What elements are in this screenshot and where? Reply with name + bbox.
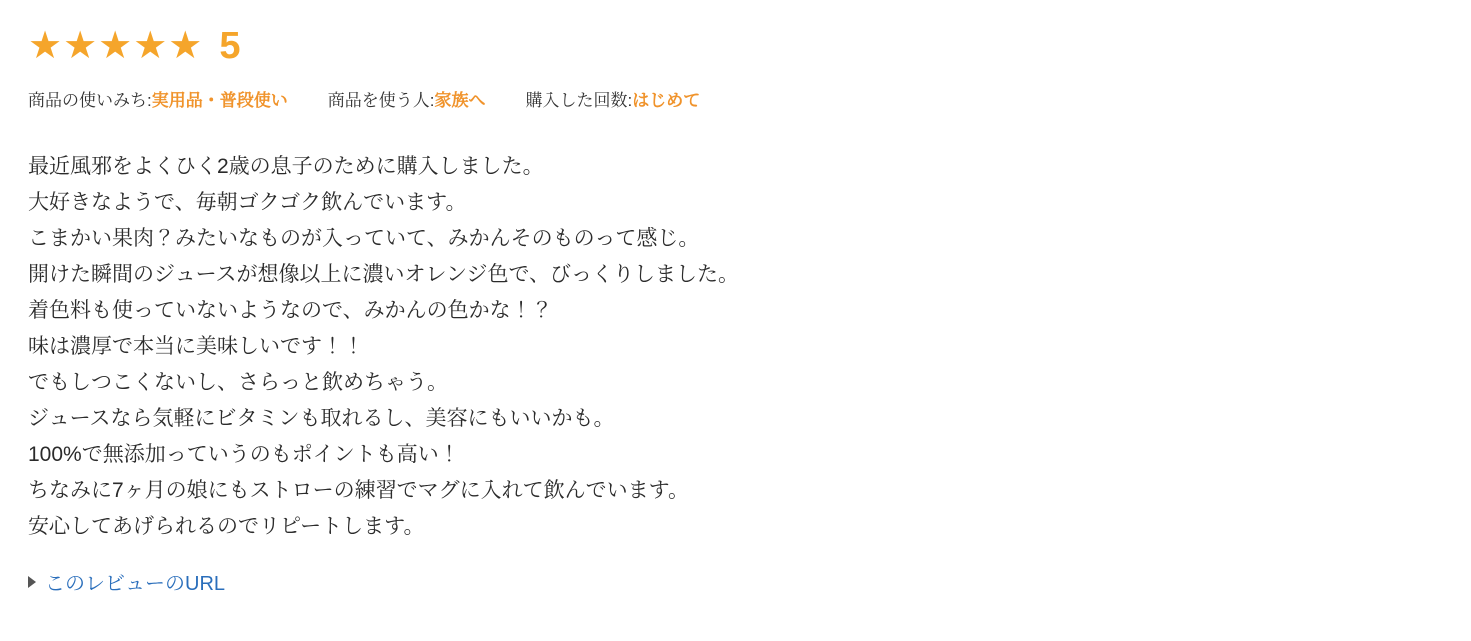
star-rating-icon: ★★★★★ bbox=[28, 25, 204, 67]
review-body-line: ちなみに7ヶ月の娘にもストローの練習でマグに入れて飲んでいます。 bbox=[28, 479, 689, 502]
review-meta bbox=[28, 86, 1443, 111]
meta-item-usage bbox=[28, 86, 288, 111]
review-body-line: 開けた瞬間のジュースが想像以上に濃いオレンジ色で、びっくりしました。 bbox=[28, 263, 740, 286]
review-body-line: こまかい果肉？みたいなものが入っていて、みかんそのものって感じ。 bbox=[28, 227, 700, 250]
triangle-right-icon bbox=[28, 576, 36, 588]
review-body-line: ジュースなら気軽にビタミンも取れるし、美容にもいいかも。 bbox=[28, 407, 615, 430]
meta-label-user: 商品を使う人: bbox=[327, 91, 435, 110]
meta-label-usage: 商品の使いみち: bbox=[28, 91, 152, 110]
review-body-line: でもしつこくないし、さらっと飲めちゃう。 bbox=[28, 371, 448, 394]
review-body-line: 100%で無添加っていうのもポイントも高い！ bbox=[28, 443, 460, 466]
review-body bbox=[28, 149, 1443, 545]
meta-item-user bbox=[328, 86, 486, 111]
rating-value: 5 bbox=[219, 25, 241, 67]
review-body-line: 最近風邪をよくひく2歳の息子のために購入しました。 bbox=[28, 155, 544, 178]
review-body-line: 着色料も使っていないようなので、みかんの色かな！？ bbox=[28, 299, 553, 322]
meta-value-user: 家族へ bbox=[434, 91, 486, 110]
review-url-link[interactable]: このレビューのURL bbox=[45, 573, 226, 595]
review-url-row[interactable] bbox=[28, 567, 1443, 596]
review-body-line: 安心してあげられるのでリピートします。 bbox=[28, 515, 425, 538]
meta-item-purchase-count bbox=[525, 86, 700, 111]
rating-row bbox=[28, 18, 1443, 74]
meta-label-purchase-count: 購入した回数: bbox=[525, 91, 633, 110]
meta-value-usage: 実用品・普段使い bbox=[151, 91, 288, 110]
review-body-line: 大好きなようで、毎朝ゴクゴク飲んでいます。 bbox=[28, 191, 467, 214]
meta-value-purchase-count: はじめて bbox=[632, 91, 701, 110]
review-body-line: 味は濃厚で本当に美味しいです！！ bbox=[28, 335, 364, 358]
